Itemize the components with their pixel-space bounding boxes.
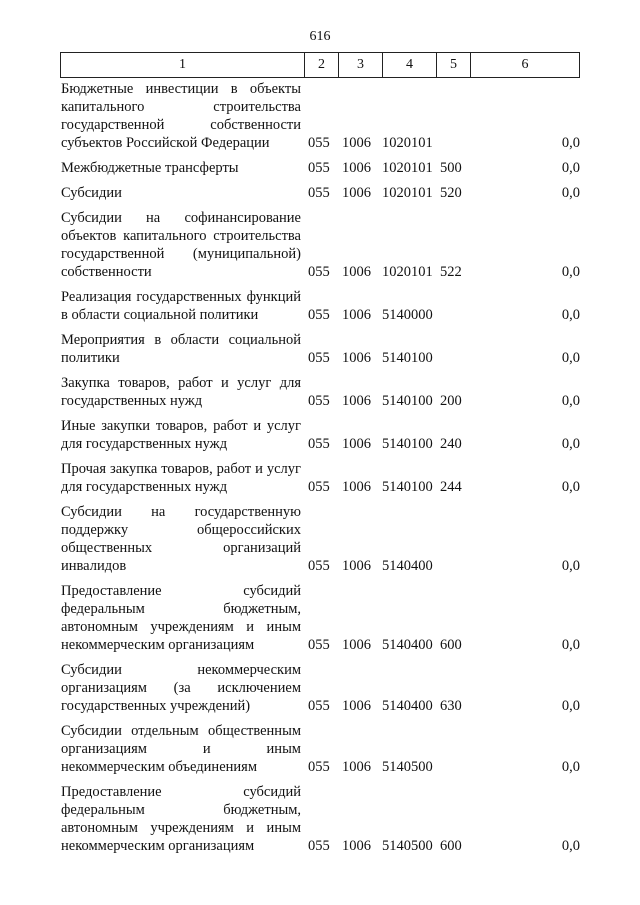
row-name: Бюджетные инвестиции в объекты капитального строительства государственной собственности субъектов Российской Федерации [61,81,301,151]
row-section-code: 1006 [342,637,371,653]
row-section-code: 1006 [342,479,371,495]
table-row [0,722,640,776]
row-ministry-code: 055 [308,350,330,366]
row-expense-type [440,758,470,776]
row-ministry-code: 055 [308,479,330,495]
row-target-code: 5140500 [382,838,433,854]
row-expense-type [440,349,470,367]
page-number: 616 [309,29,331,44]
row-section-code: 1006 [342,350,371,366]
row-name: Субсидии на софинансирование объектов капитального строительства государственной (муниципальной) собственности [61,210,301,280]
row-sum: 0,0 [561,185,580,201]
row-expense-type [440,306,470,324]
header-col-1: 1 [61,53,305,77]
row-expense-type [440,557,470,575]
table-row [0,783,640,855]
row-section-code: 1006 [342,759,371,775]
row-expense-type: 244 [440,479,462,495]
row-sum: 0,0 [561,307,580,323]
row-section-code: 1006 [342,838,371,854]
row-expense-type [440,134,470,152]
row-target-code: 5140100 [382,436,433,452]
row-section-code: 1006 [342,264,371,280]
row-name: Предоставление субсидий федеральным бюджетным, автономным учреждениям и иным некоммерческим организациям [61,784,301,854]
row-name: Межбюджетные трансферты [61,160,239,176]
row-name: Мероприятия в области социальной политики [61,332,301,366]
row-ministry-code: 055 [308,135,330,151]
row-ministry-code: 055 [308,264,330,280]
row-name: Иные закупки товаров, работ и услуг для государственных нужд [61,418,301,452]
row-section-code: 1006 [342,185,371,201]
row-ministry-code: 055 [308,838,330,854]
row-target-code: 5140400 [382,698,433,714]
header-col-4: 4 [383,53,437,77]
row-sum: 0,0 [561,759,580,775]
table-row [0,80,640,152]
table-row [0,209,640,281]
row-target-code: 5140500 [382,759,433,775]
table-header [60,52,580,78]
row-sum: 0,0 [561,436,580,452]
table-row [0,159,640,177]
row-ministry-code: 055 [308,393,330,409]
row-expense-type: 200 [440,393,462,409]
row-expense-type: 500 [440,160,462,176]
table-row [0,331,640,367]
row-target-code: 5140100 [382,479,433,495]
header-col-5: 5 [437,53,471,77]
row-sum: 0,0 [561,838,580,854]
row-target-code: 1020101 [382,160,433,176]
row-section-code: 1006 [342,135,371,151]
header-col-3: 3 [339,53,383,77]
table-row [0,184,640,202]
row-expense-type: 600 [440,838,462,854]
row-section-code: 1006 [342,558,371,574]
row-target-code: 5140400 [382,558,433,574]
row-section-code: 1006 [342,698,371,714]
table-row [0,503,640,575]
row-expense-type: 522 [440,264,462,280]
row-ministry-code: 055 [308,637,330,653]
row-target-code: 5140400 [382,637,433,653]
table-row [0,417,640,453]
row-expense-type: 520 [440,185,462,201]
row-name: Субсидии [61,185,122,201]
row-section-code: 1006 [342,393,371,409]
row-sum: 0,0 [561,264,580,280]
row-target-code: 1020101 [382,135,433,151]
table-row [0,661,640,715]
row-sum: 0,0 [561,135,580,151]
row-name: Закупка товаров, работ и услуг для государственных нужд [61,375,301,409]
row-sum: 0,0 [561,698,580,714]
row-section-code: 1006 [342,160,371,176]
row-sum: 0,0 [561,160,580,176]
table-body [0,80,640,862]
row-target-code: 5140100 [382,350,433,366]
row-ministry-code: 055 [308,759,330,775]
table-row [0,460,640,496]
table-row [0,288,640,324]
table-row [0,374,640,410]
row-ministry-code: 055 [308,160,330,176]
header-col-6: 6 [521,57,529,72]
row-ministry-code: 055 [308,436,330,452]
row-ministry-code: 055 [308,558,330,574]
row-sum: 0,0 [561,479,580,495]
row-expense-type: 240 [440,436,462,452]
row-name: Субсидии отдельным общественным организациям и иным некоммерческим объединениям [61,723,301,775]
row-sum: 0,0 [561,637,580,653]
row-target-code: 1020101 [382,185,433,201]
header-col-2: 2 [305,53,339,77]
row-ministry-code: 055 [308,307,330,323]
row-sum: 0,0 [561,350,580,366]
row-ministry-code: 055 [308,185,330,201]
row-name: Прочая закупка товаров, работ и услуг для государственных нужд [61,461,301,495]
row-name: Предоставление субсидий федеральным бюджетным, автономным учреждениям и иным некоммерческим организациям [61,583,301,653]
row-section-code: 1006 [342,436,371,452]
table-row [0,582,640,654]
row-name: Реализация государственных функций в области социальной политики [61,289,301,323]
row-sum: 0,0 [561,558,580,574]
row-expense-type: 630 [440,698,462,714]
row-name: Субсидии некоммерческим организациям (за исключением государственных учреждений) [61,662,301,714]
row-section-code: 1006 [342,307,371,323]
row-target-code: 5140000 [382,307,433,323]
row-sum: 0,0 [561,393,580,409]
row-target-code: 5140100 [382,393,433,409]
row-target-code: 1020101 [382,264,433,280]
row-expense-type: 600 [440,637,462,653]
row-ministry-code: 055 [308,698,330,714]
row-name: Субсидии на государственную поддержку общероссийских общественных организаций инвалидов [61,504,301,574]
